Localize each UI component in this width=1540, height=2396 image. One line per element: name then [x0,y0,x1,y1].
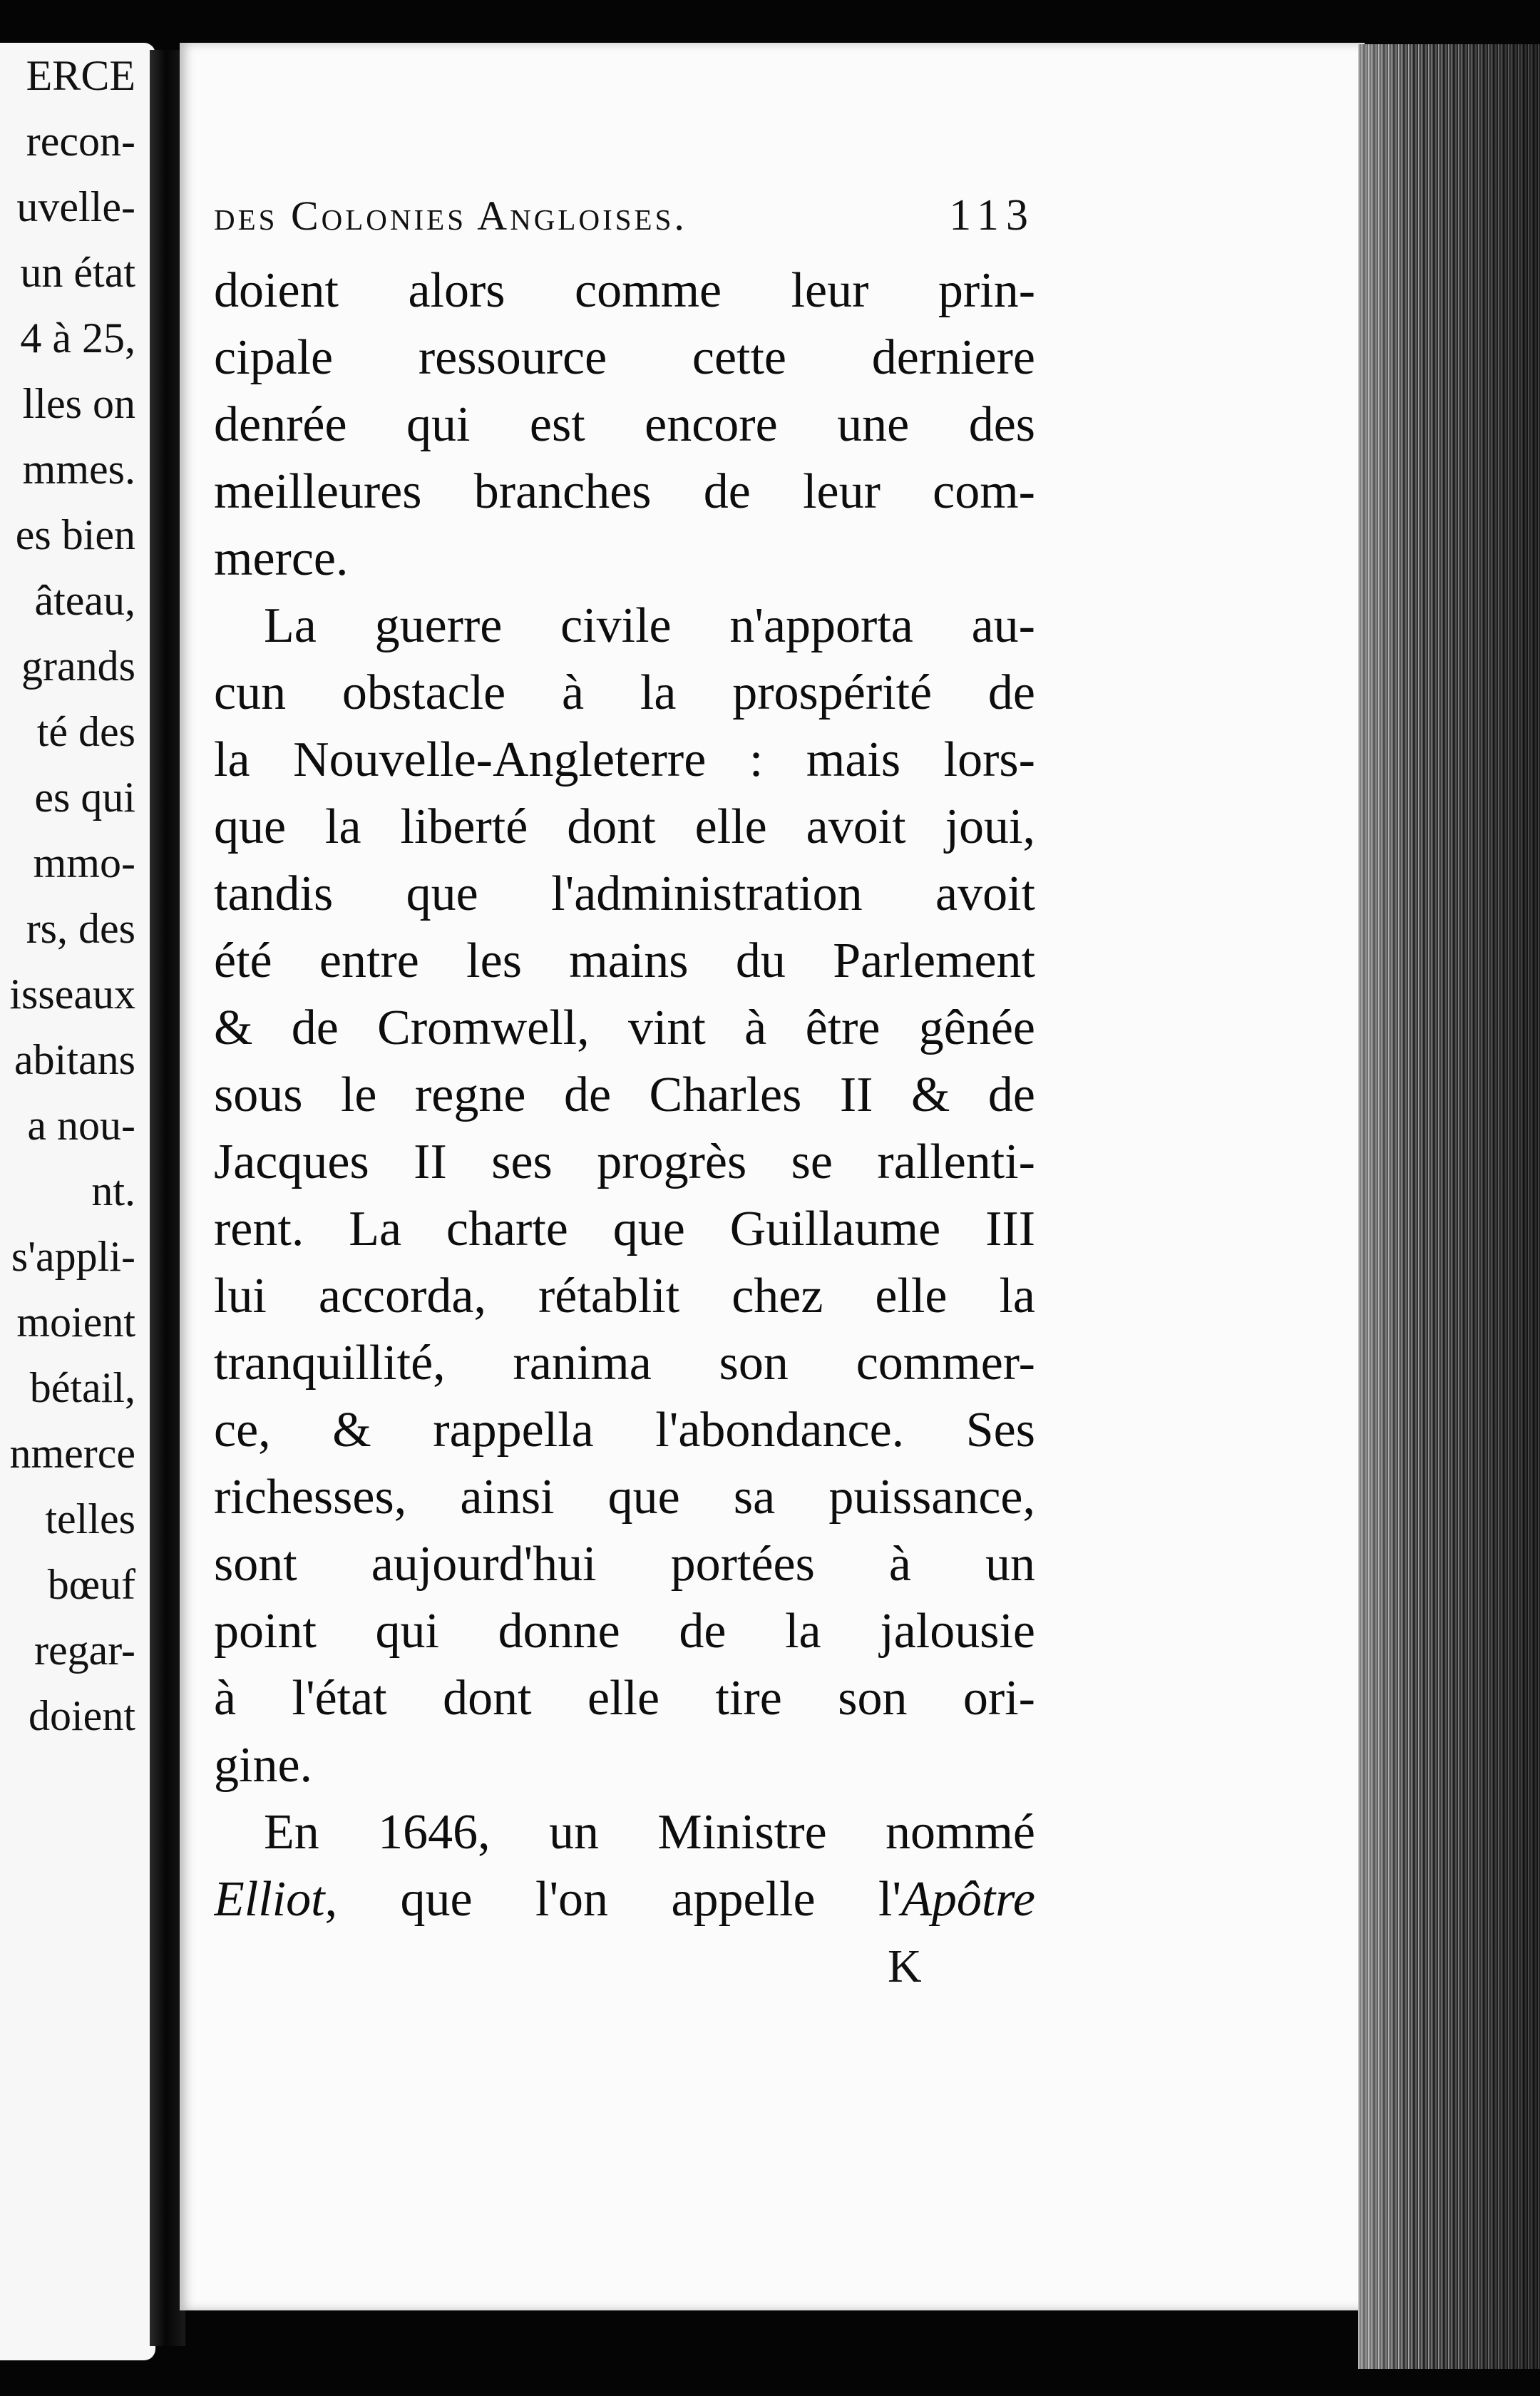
page-edges [1358,44,1540,2369]
left-page-line: mmo- [33,839,135,886]
left-page-line: nt. [91,1167,135,1214]
text-block [214,190,1035,2000]
body-text [214,257,1035,1799]
left-page-line: grands [21,642,135,690]
left-page-line: té des [36,708,135,755]
left-page-line: 4 à 25, [20,314,135,362]
text-line: doient alors comme leur prin- [214,263,1035,318]
header-title: des Colonies Angloises. [214,193,687,239]
text-line: la Nouvelle-Angleterre : mais lors- [214,732,1035,787]
left-page-line: es bien [15,511,135,558]
text-line: tandis que l'administration avoit [214,866,1035,921]
left-page-line: âteau, [34,577,135,624]
left-page-line: ERCE [26,52,135,99]
text-line: à l'état dont elle tire son ori- [214,1671,1035,1726]
left-page-line: recon- [26,118,135,165]
left-page-line: bœuf [47,1561,135,1608]
text-line: sont aujourd'hui portées à un [214,1537,1035,1592]
left-page-line: doient [29,1692,135,1739]
running-header [214,190,1035,257]
left-page-line: rs, des [26,905,135,952]
signature-mark: K [888,1940,922,1992]
left-page-line: a nou- [27,1102,135,1149]
text-line: cun obstacle à la prospérité de [214,665,1035,720]
text-line: lui accorda, rétablit chez elle la [214,1269,1035,1324]
text-line [214,1866,1035,1933]
text-line: gine. [214,1738,313,1793]
left-page [0,43,155,2360]
left-page-line: mmes. [22,446,135,493]
left-page-line: lles on [22,380,135,427]
left-page-line: bétail, [29,1364,135,1411]
text-line: point qui donne de la jalousie [214,1604,1035,1659]
left-page-line: uvelle- [16,183,135,230]
left-page-line: telles [45,1495,135,1542]
text-line: que la liberté dont elle avoit joui, [214,799,1035,854]
left-page-line: s'appli- [11,1233,135,1280]
left-page-line: es qui [34,774,135,821]
left-page-line: isseaux [9,971,135,1018]
text-line: richesses, ainsi que sa puissance, [214,1470,1035,1525]
text-fragment: , que l'on appelle l' [324,1872,902,1927]
italic-word-apotre: Apôtre [901,1872,1035,1927]
left-page-line: moient [16,1299,135,1346]
italic-name-elliot: Elliot [214,1872,325,1927]
page-number: 113 [949,191,1035,240]
text-line: En 1646, un Ministre nommé [264,1805,1035,1860]
text-line: rent. La charte que Guillaume III [214,1202,1035,1256]
text-line: La guerre civile n'apporta au- [264,598,1035,653]
left-page-line: un état [20,249,135,296]
text-line: meilleures branches de leur com- [214,464,1035,519]
text-line: ce, & rappella l'abondance. Ses [214,1403,1035,1458]
text-line: sous le regne de Charles II & de [214,1068,1035,1122]
text-line: & de Cromwell, vint à être gênée [214,1000,1035,1055]
text-line: tranquillité, ranima son commer- [214,1336,1035,1391]
left-page-line: abitans [14,1036,135,1083]
text-line: denrée qui est encore une des [214,397,1035,452]
main-page [180,43,1365,2310]
left-page-text [9,43,135,1749]
text-line: été entre les mains du Parlement [214,933,1035,988]
text-line: merce. [214,531,349,586]
left-page-line: regar- [34,1627,135,1674]
text-line: Jacques II ses progrès se rallenti- [214,1135,1035,1189]
left-page-line: nmerce [9,1430,135,1477]
text-line: cipale ressource cette derniere [214,330,1035,385]
